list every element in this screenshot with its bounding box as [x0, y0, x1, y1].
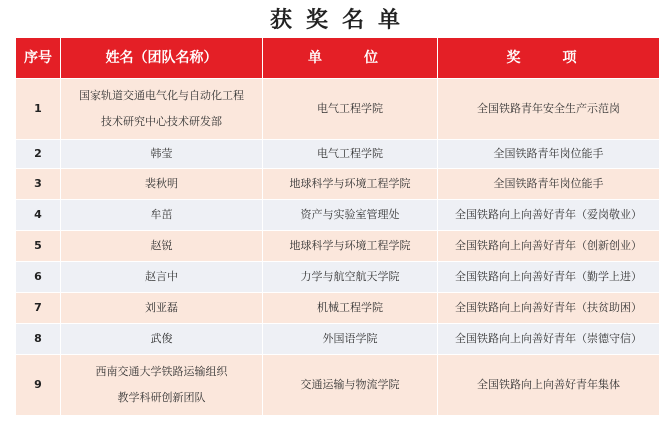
row-index: 2 — [16, 140, 60, 168]
row-name: 裴秋明 — [61, 169, 262, 199]
row-award: 全国铁路青年岗位能手 — [438, 169, 659, 199]
row-unit: 资产与实验室管理处 — [263, 200, 437, 230]
row-name-line: 教学科研创新团队 — [117, 391, 206, 404]
row-unit: 交通运输与物流学院 — [263, 355, 437, 415]
row-unit: 机械工程学院 — [263, 293, 437, 323]
row-unit: 地球科学与环境工程学院 — [263, 169, 437, 199]
row-award: 全国铁路青年岗位能手 — [438, 140, 659, 168]
row-unit: 电气工程学院 — [263, 140, 437, 168]
header-index: 序号 — [16, 38, 60, 78]
row-index: 4 — [16, 200, 60, 230]
row-name: 刘亚磊 — [61, 293, 262, 323]
row-name — [61, 355, 262, 415]
row-award: 全国铁路向上向善好青年（爱岗敬业） — [438, 200, 659, 230]
award-table — [16, 38, 656, 415]
row-index: 5 — [16, 231, 60, 261]
row-name-line: 国家轨道交通电气化与自动化工程 — [79, 89, 244, 102]
header-unit: 单 位 — [263, 38, 437, 78]
row-index: 9 — [16, 355, 60, 415]
row-award: 全国铁路向上向善好青年（勤学上进） — [438, 262, 659, 292]
row-award: 全国铁路青年安全生产示范岗 — [438, 79, 659, 139]
row-name-line: 西南交通大学铁路运输组织 — [95, 365, 228, 378]
row-award: 全国铁路向上向善好青年（崇德守信） — [438, 324, 659, 354]
page-title: 获奖名单 — [269, 7, 414, 33]
header-award: 奖 项 — [438, 38, 659, 78]
row-name — [61, 79, 262, 139]
row-unit: 电气工程学院 — [263, 79, 437, 139]
row-award: 全国铁路向上向善好青年（扶贫助困） — [438, 293, 659, 323]
row-name-line: 技术研究中心技术研发部 — [101, 115, 222, 128]
row-name: 武俊 — [61, 324, 262, 354]
header-name: 姓名（团队名称） — [61, 38, 262, 78]
row-name: 赵言中 — [61, 262, 262, 292]
row-name: 牟茁 — [61, 200, 262, 230]
row-index: 8 — [16, 324, 60, 354]
row-unit: 外国语学院 — [263, 324, 437, 354]
row-index: 6 — [16, 262, 60, 292]
row-award: 全国铁路向上向善好青年（创新创业） — [438, 231, 659, 261]
row-index: 7 — [16, 293, 60, 323]
row-index: 1 — [16, 79, 60, 139]
row-unit: 力学与航空航天学院 — [263, 262, 437, 292]
row-index: 3 — [16, 169, 60, 199]
row-unit: 地球科学与环境工程学院 — [263, 231, 437, 261]
row-name: 赵锐 — [61, 231, 262, 261]
row-award: 全国铁路向上向善好青年集体 — [438, 355, 659, 415]
row-name: 韩莹 — [61, 140, 262, 168]
